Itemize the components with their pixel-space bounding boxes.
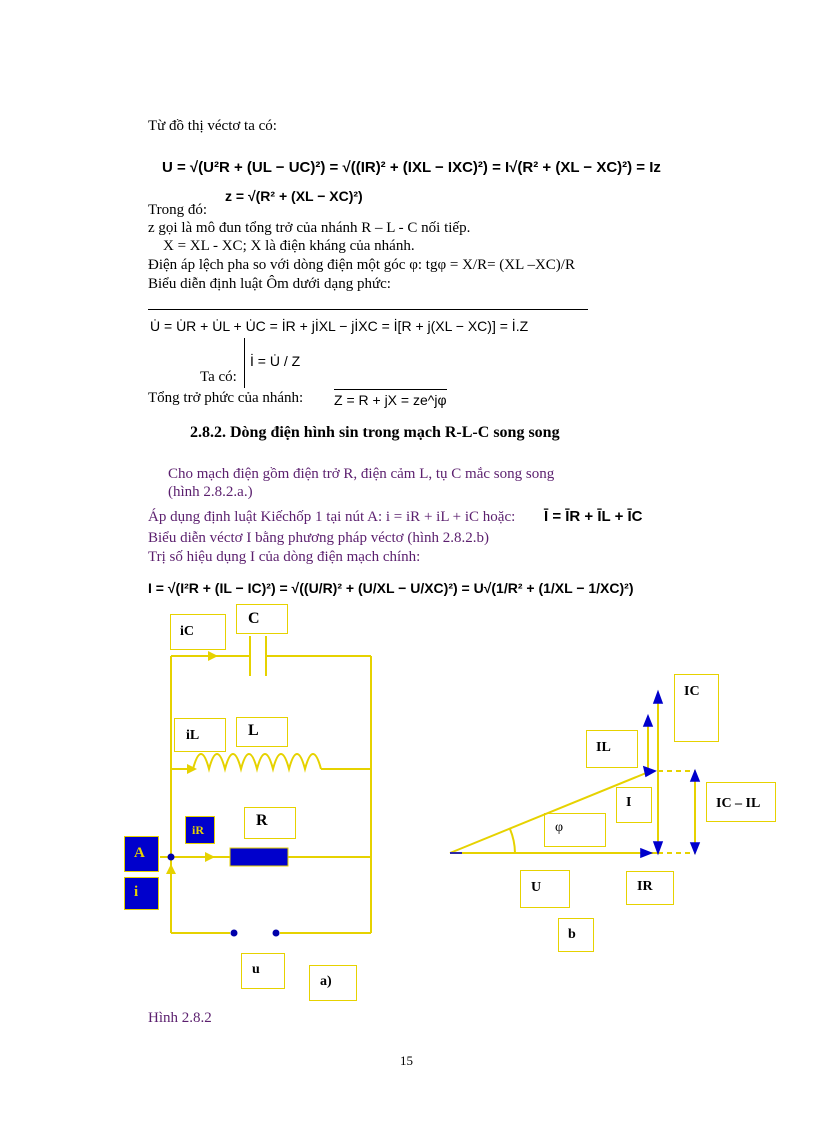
terminal-right-dot	[273, 930, 280, 937]
phasor-il-label: IL	[596, 740, 611, 755]
circuit-c-label: C	[248, 610, 260, 627]
circuit-r-box	[244, 807, 296, 839]
trong-do-label: Trong đó:	[148, 202, 208, 218]
line-z: z gọi là mô đun tổng trở của nhánh R – L - C nối tiếp.	[148, 220, 471, 236]
circuit-ic-box	[170, 614, 226, 650]
phasor-il-box	[586, 730, 638, 768]
ic-up-arrow-blue	[644, 716, 652, 726]
current-i-box	[124, 877, 159, 910]
line-ohm: Biểu diễn định luật Ôm dưới dạng phức:	[148, 276, 391, 292]
kirchhoff-line: Áp dụng định luật Kiếchốp 1 tại nút A: i = iR + iL + iC hoặc:	[148, 509, 516, 525]
current-i-label: i	[134, 884, 139, 900]
il-arrow-head	[187, 764, 197, 774]
circuit-r-label: R	[256, 812, 268, 829]
terminal-left-dot	[231, 930, 238, 937]
formula-u: U = √(U²R + (UL − UC)²) = √((IR)² + (IXL − IXC)²) = I√(R² + (XL − XC)²) = Iz	[162, 159, 661, 176]
ir-arrow-blue	[641, 849, 651, 857]
il-arrow-blue	[654, 842, 662, 853]
voltage-u-label: u	[252, 962, 260, 977]
circuit-c-box	[236, 604, 288, 634]
span-arrow-top	[691, 771, 699, 781]
fig-b-box	[558, 918, 594, 952]
circuit-il-box	[174, 718, 226, 752]
para1b: (hình 2.8.2.a.)	[168, 484, 253, 500]
phasor-phi-box	[544, 813, 606, 847]
phasor-diff-label: IC – IL	[716, 796, 761, 811]
phi-arc	[510, 829, 515, 853]
formula-zc: Z = R + jX = ze^jφ	[334, 389, 447, 409]
span-arrow-bottom	[691, 843, 699, 853]
fig-a-label: a)	[320, 974, 332, 989]
formula-i: İ = U̇ / Z	[250, 353, 301, 369]
page-number: 15	[400, 1053, 413, 1068]
vector-line: Biểu diễn véctơ I bằng phương pháp véctơ (hình 2.8.2.b)	[148, 530, 490, 546]
phasor-i-box	[616, 787, 652, 823]
circuit-ir-label: iR	[192, 823, 204, 837]
circuit-l-label: L	[248, 722, 259, 739]
formula-kirch: Ī = ĪR + ĪL + ĪC	[544, 508, 643, 525]
line-x: X = XL - XC; X là điện kháng của nhánh.	[163, 238, 415, 254]
section-title: 2.8.2. Dòng điện hình sin trong mạch R-L-C song song	[190, 424, 560, 441]
formula-complex: U̇ = U̇R + U̇L + U̇C = İR + jİXL − jİXC = İ[R + j(XL − XC)] = İ.Z	[150, 318, 529, 334]
phasor-i-label: I	[626, 795, 632, 810]
circuit-l-box	[236, 717, 288, 747]
node-a-label: A	[134, 845, 145, 861]
inductor-coil	[193, 754, 321, 769]
tong-tro-label: Tổng trở phức của nhánh:	[148, 390, 304, 406]
line-phase: Điện áp lệch pha so với dòng điện một góc φ: tgφ = X/R= (XL –XC)/R	[148, 257, 575, 273]
phasor-u-box	[520, 870, 570, 908]
ic-arrow-head	[208, 651, 218, 661]
node-a-dot	[168, 854, 175, 861]
formula-z: z = √(R² + (XL − XC)²)	[225, 188, 363, 204]
circuit-ic-label: iC	[180, 624, 194, 639]
fig-b-label: b	[568, 927, 576, 942]
intro-text: Từ đồ thị véctơ ta có:	[148, 118, 277, 134]
phasor-ic-label: IC	[684, 684, 700, 699]
phasor-u-label: U	[531, 880, 542, 895]
i-arrow-head	[166, 864, 176, 874]
para1a: Cho mạch điện gồm điện trở R, điện cảm L, tụ C mắc song song	[168, 466, 555, 482]
ir-arrow-head	[205, 852, 215, 862]
circuit-il-label: iL	[186, 728, 200, 743]
voltage-u-box	[241, 953, 285, 989]
rms-line: Trị số hiệu dụng I của dòng điện mạch chính:	[148, 549, 421, 565]
i-arrow-blue	[644, 767, 655, 776]
ic-arrow-blue	[654, 692, 662, 703]
figure-caption: Hình 2.8.2	[148, 1010, 212, 1026]
fig-a-box	[309, 965, 357, 1001]
ta-co-label: Ta có:	[200, 369, 237, 385]
resistor-body	[230, 848, 288, 866]
phasor-ir-label: IR	[637, 879, 653, 894]
phasor-phi-label: φ	[555, 820, 564, 835]
formula-rms: I = √(I²R + (IL − IC)²) = √((U/R)² + (U/XL − U/XC)²) = U√(1/R² + (1/XL − 1/XC)²)	[148, 580, 634, 596]
